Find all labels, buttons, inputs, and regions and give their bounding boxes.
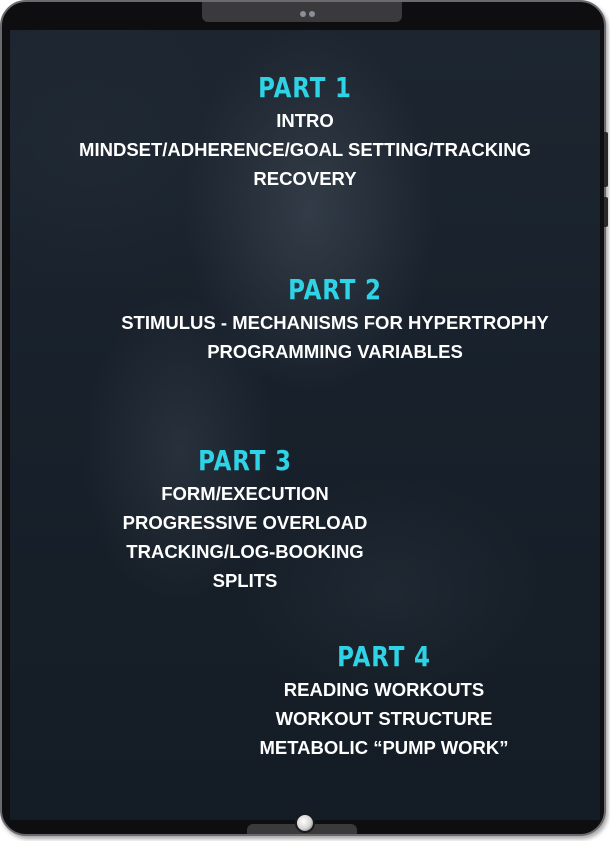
home-button-icon (295, 813, 315, 833)
part-2-item-programming: PROGRAMMING VARIABLES (207, 341, 463, 362)
tablet-screen (10, 30, 600, 820)
part-3-item-form: FORM/EXECUTION (161, 483, 329, 504)
part-3-title: PART 3 (198, 444, 292, 477)
part-2-title: PART 2 (288, 273, 382, 306)
volume-button (604, 132, 608, 187)
part-2-item-stimulus: STIMULUS - MECHANISMS FOR HYPERTROPHY (121, 312, 549, 333)
part-4-item-reading: READING WORKOUTS (283, 679, 485, 700)
part-1-item-intro: INTRO (276, 110, 334, 131)
part-4-item-structure: WORKOUT STRUCTURE (275, 708, 493, 729)
part-1-item-recovery: RECOVERY (253, 168, 357, 189)
part-3-item-overload: PROGRESSIVE OVERLOAD (122, 512, 368, 533)
section-part-4 (238, 641, 530, 762)
section-part-2 (100, 274, 570, 366)
part-1-item-mindset: MINDSET/ADHERENCE/GOAL SETTING/TRACKING (79, 139, 531, 160)
power-button (604, 197, 608, 227)
part-4-item-metabolic: METABOLIC “PUMP WORK” (259, 737, 509, 758)
section-part-3 (100, 445, 390, 595)
part-3-item-tracking: TRACKING/LOG-BOOKING (126, 541, 364, 562)
part-1-title: PART 1 (258, 71, 352, 104)
part-4-title: PART 4 (337, 640, 431, 673)
camera-icon (300, 11, 315, 17)
section-part-1 (50, 72, 560, 193)
part-3-item-splits: SPLITS (212, 570, 278, 591)
